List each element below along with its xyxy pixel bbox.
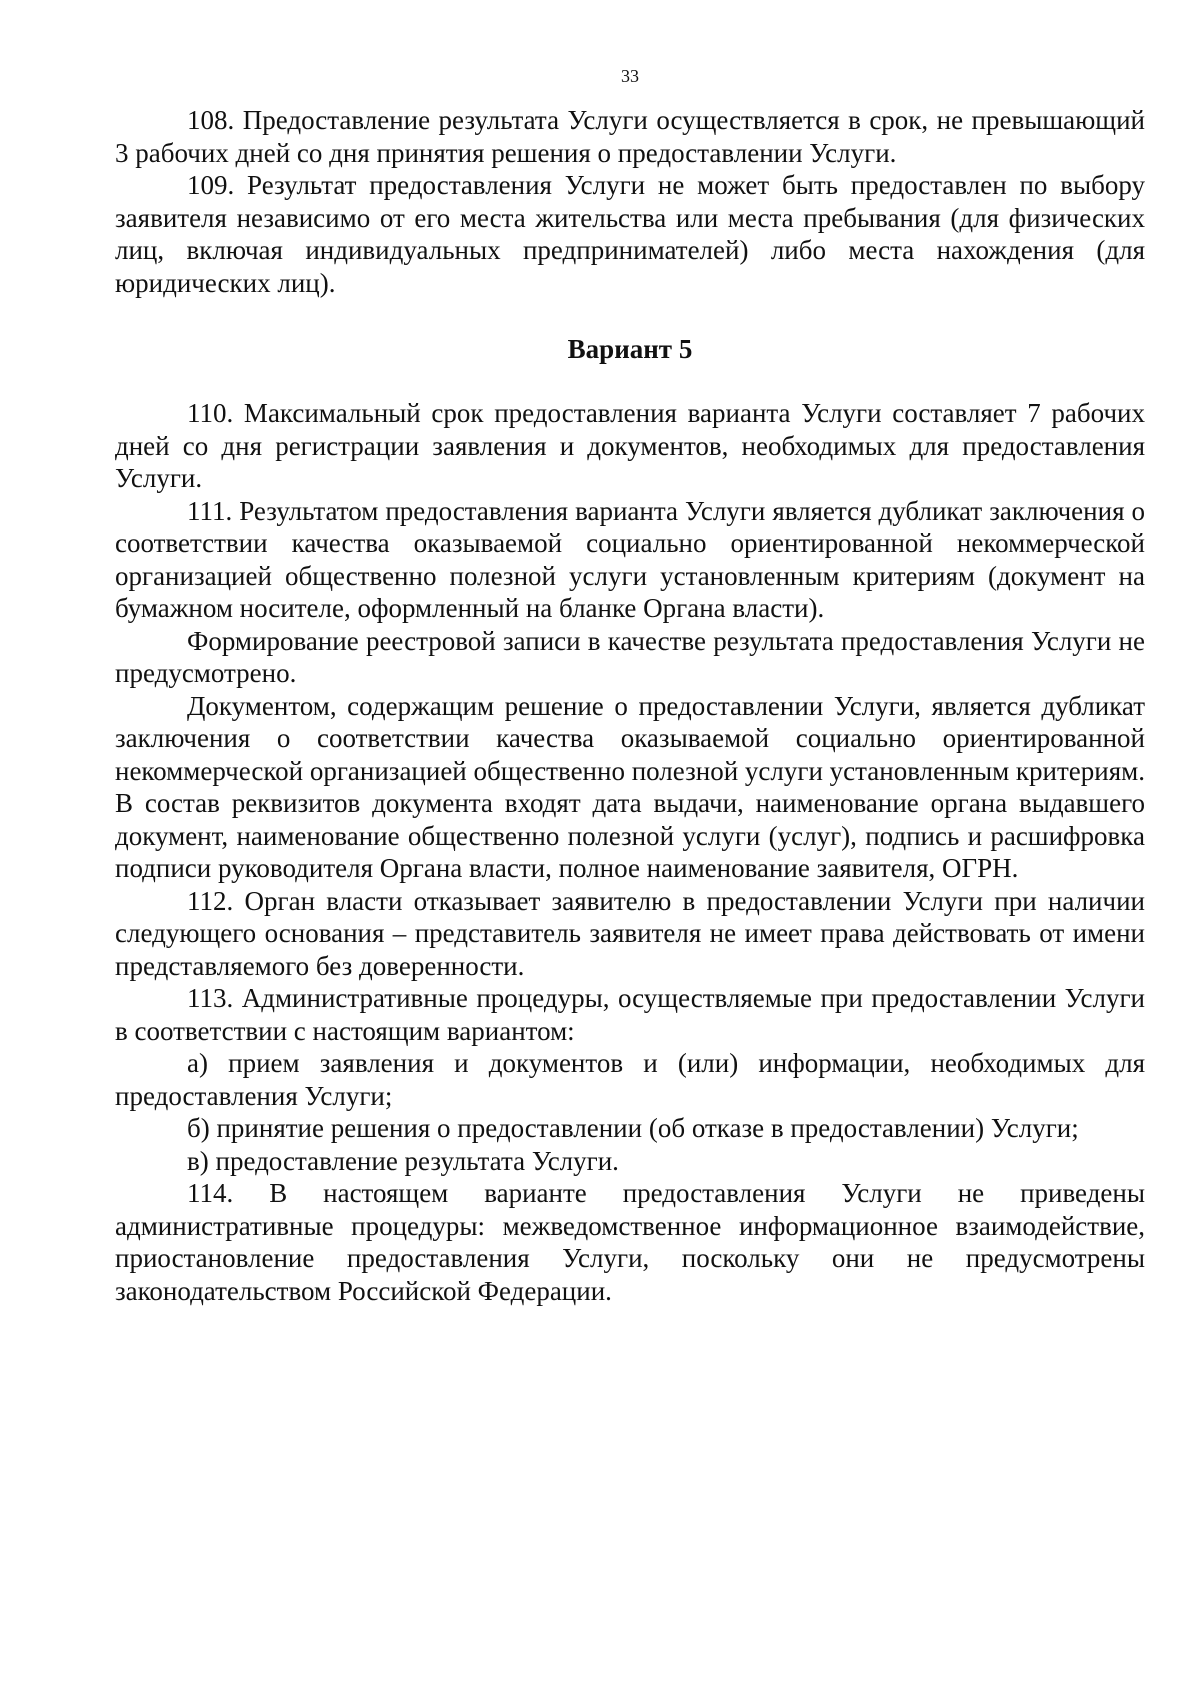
paragraph-108: 108. Предоставление результата Услуги осуществляется в срок, не превышающий 3 рабочих дней со дня принятия решения о предоставлении Услуги. — [115, 105, 1145, 168]
paragraph-112: 112. Орган власти отказывает заявителю в предоставлении Услуги при наличии следующего основания – представитель заявителя не имеет права действовать от имени представляемого без доверенности. — [115, 885, 1145, 981]
document-page — [115, 66, 1145, 1307]
paragraph-111: 111. Результатом предоставления варианта Услуги является дубликат заключения о соответствии качества оказываемой социально ориентированной некоммерческой организацией общественно полезной услуги установленным критериям (документ на бумажном носителе, оформленный на бланке Органа власти). — [115, 495, 1145, 623]
paragraph-110: 110. Максимальный срок предоставления варианта Услуги составляет 7 рабочих дней со дня регистрации заявления и документов, необходимых для предоставления Услуги. — [115, 398, 1145, 493]
list-item-v: в) предоставление результата Услуги. — [187, 1145, 619, 1176]
paragraph-113: 113. Административные процедуры, осуществляемые при предоставлении Услуги в соответствии с настоящим вариантом: — [115, 983, 1145, 1046]
list-item-a: а) прием заявления и документов и (или) информации, необходимых для предоставления Услуги; — [115, 1048, 1145, 1111]
paragraph-decision-document: Документом, содержащим решение о предоставлении Услуги, является дубликат заключения о соответствии качества оказываемой социально ориентированной некоммерческой организацией общественно полезной услуги установленным критериям. В состав реквизитов документа входят дата выдачи, наименование органа выдавшего документ, наименование общественно полезной услуги (услуг), подпись и расшифровка подписи руководителя Органа власти, полное наименование заявителя, ОГРН. — [115, 690, 1145, 883]
paragraph-registry-record: Формирование реестровой записи в качестве результата предоставления Услуги не предусмотрено. — [115, 625, 1145, 688]
paragraph-109: 109. Результат предоставления Услуги не может быть предоставлен по выбору заявителя независимо от его места жительства или места пребывания (для физических лиц, включая индивидуальных предпринимателей) либо места нахождения (для юридических лиц). — [115, 170, 1145, 298]
list-item-b: б) принятие решения о предоставлении (об отказе в предоставлении) Услуги; — [187, 1113, 1079, 1143]
paragraph-114: 114. В настоящем варианте предоставления Услуги не приведены административные процедуры: межведомственное информационное взаимодействие, приостановление предоставления Услуги, поскольку они не предусмотрены законодательством Российской Федерации. — [115, 1178, 1145, 1306]
section-heading: Вариант 5 — [567, 334, 693, 364]
page-number: 33 — [621, 66, 639, 86]
